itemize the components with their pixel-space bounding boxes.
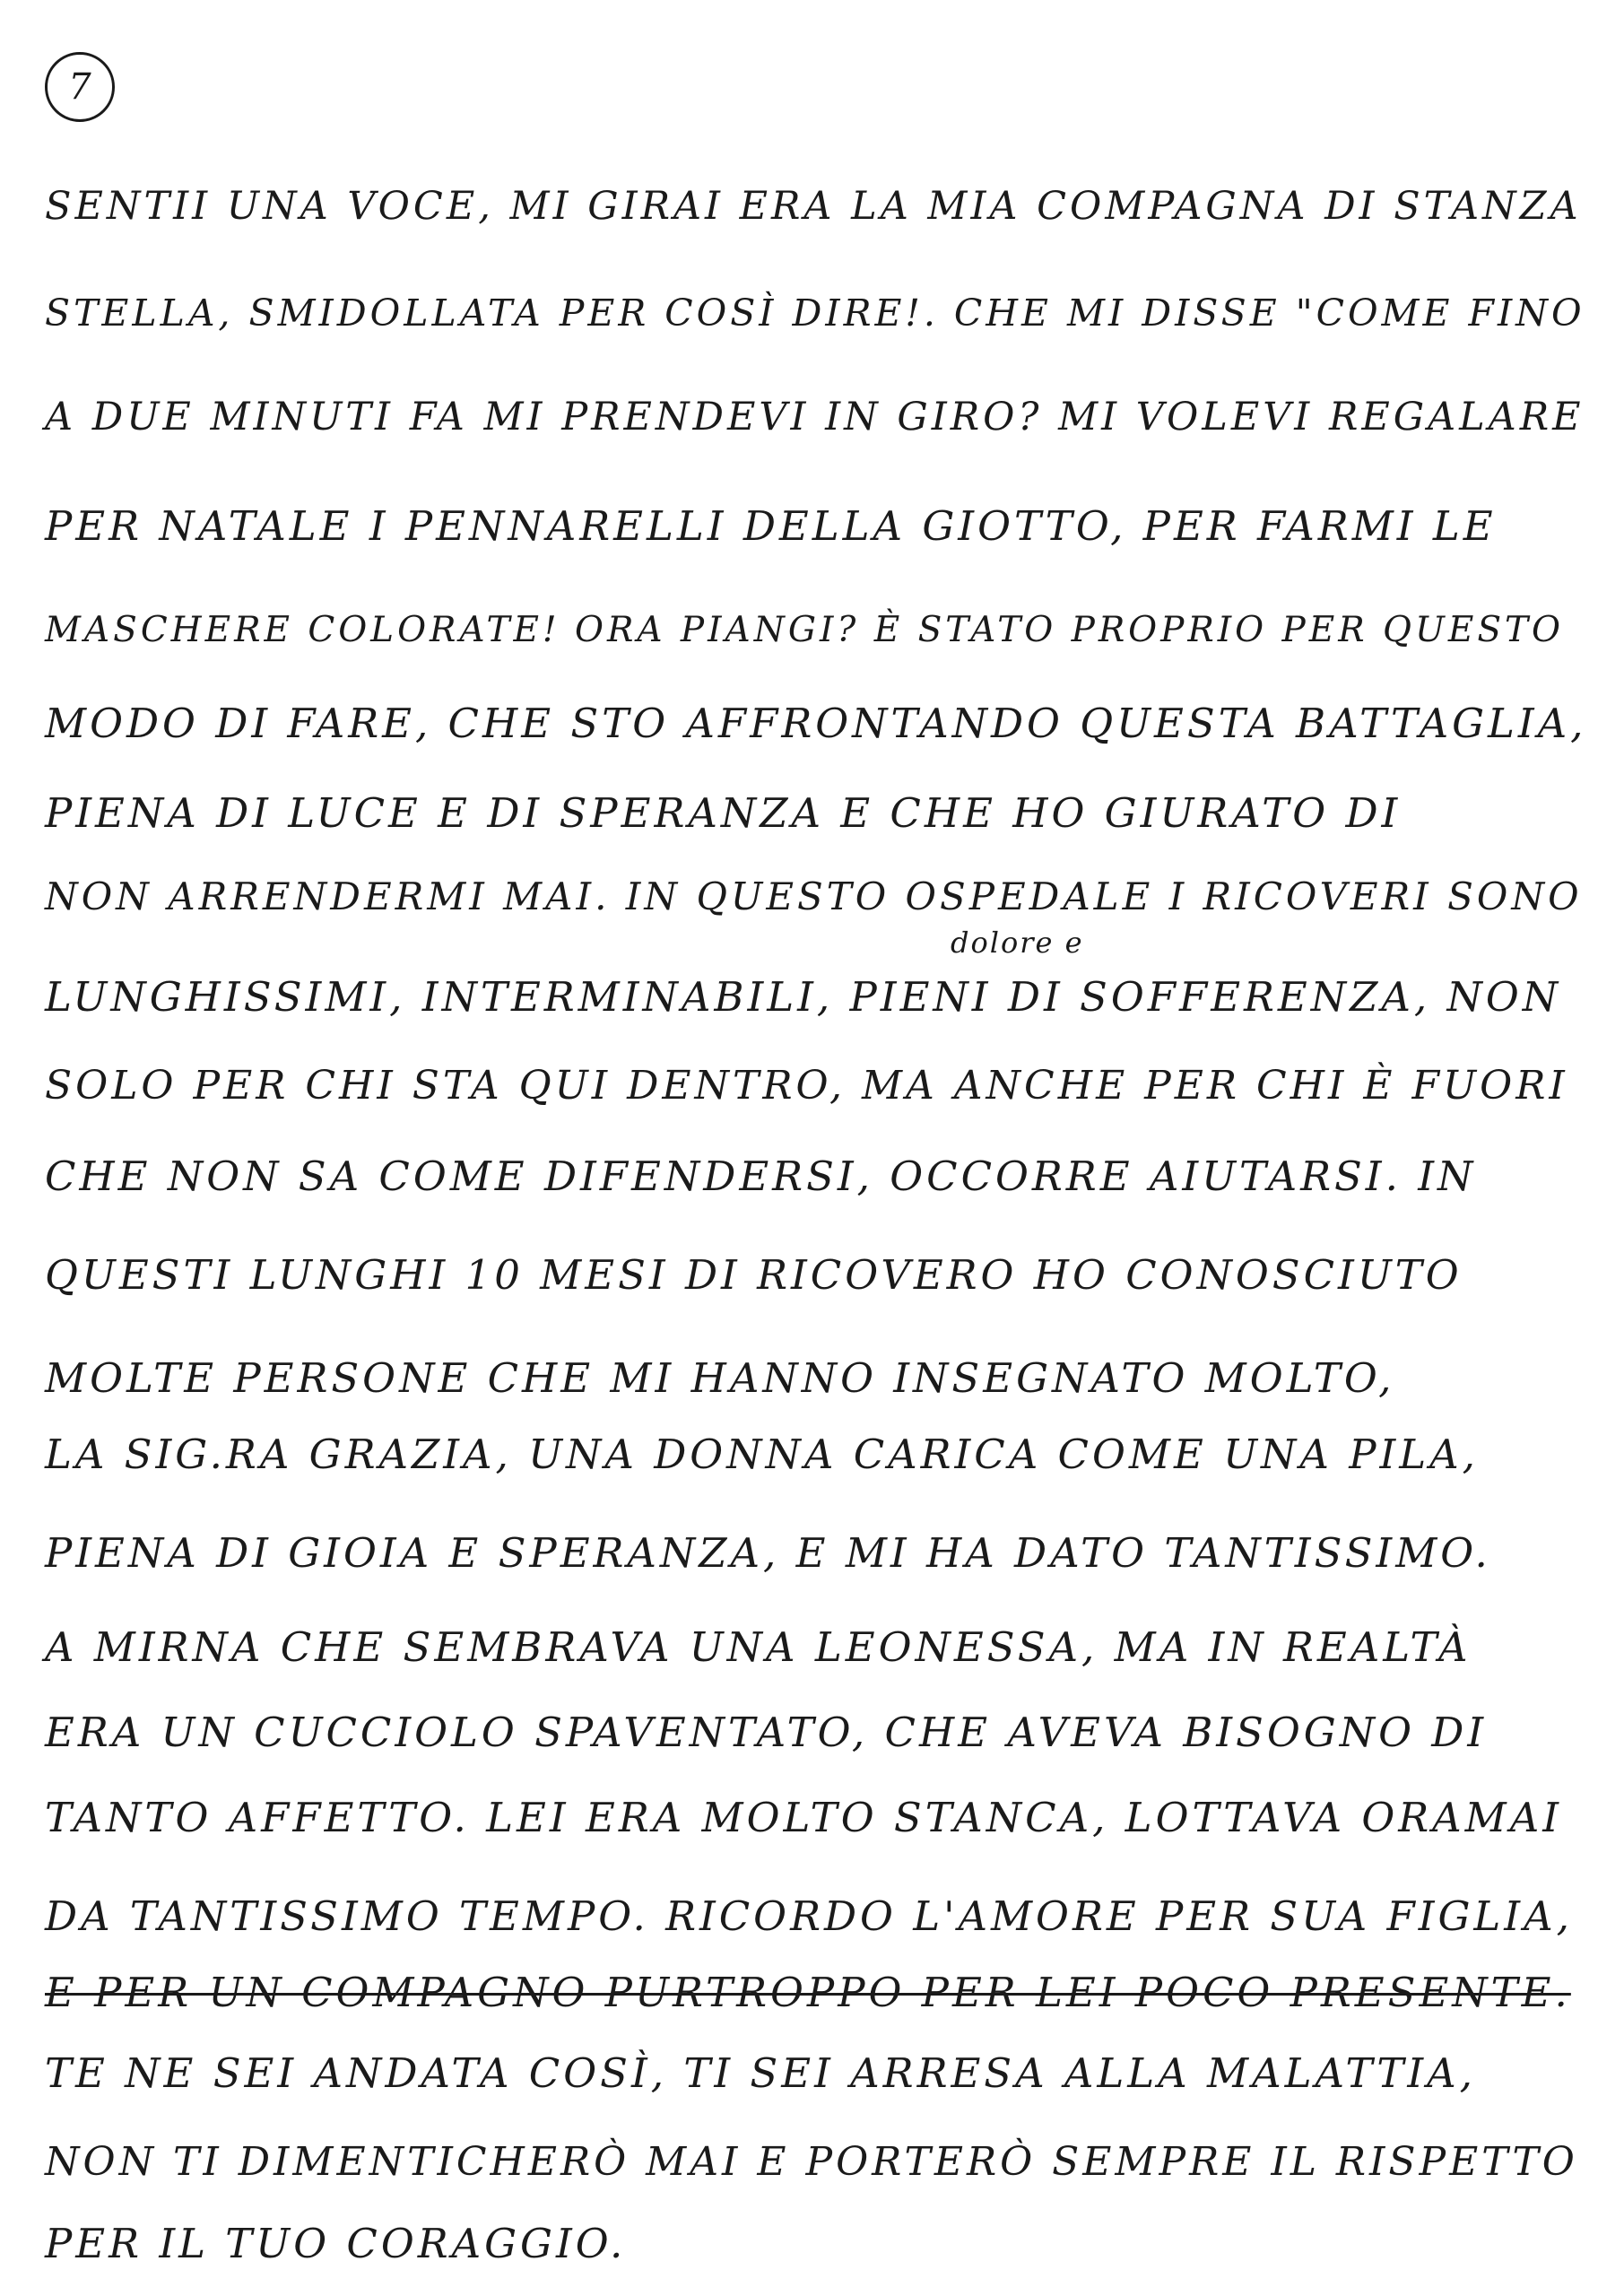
text-line-22: NON TI DIMENTICHERÒ MAI E PORTERÒ SEMPRE IL RISPETTO <box>45 2139 1578 2185</box>
page-number: 7 <box>45 52 115 122</box>
text-line-4: PER NATALE I PENNARELLI DELLA GIOTTO, PER FARMI LE <box>45 502 1497 550</box>
text-line-21: TE NE SEI ANDATA COSÌ, TI SEI ARRESA ALLA MALATTIA, <box>45 2049 1476 2097</box>
text-line-19: DA TANTISSIMO TEMPO. RICORDO L'AMORE PER SUA FIGLIA, <box>45 1892 1573 1940</box>
text-line-11: CHE NON SA COME DIFENDERSI, OCCORRE AIUTARSI. IN <box>45 1152 1477 1200</box>
text-line-6: MODO DI FARE, CHE STO AFFRONTANDO QUESTA BATTAGLIA, <box>45 700 1587 747</box>
text-line-1: SENTII UNA VOCE, MI GIRAI ERA LA MIA COMPAGNA DI STANZA <box>45 184 1582 229</box>
text-line-3: A DUE MINUTI FA MI PRENDEVI IN GIRO? MI VOLEVI REGALARE <box>45 395 1585 439</box>
text-line-9: LUNGHISSIMI, INTERMINABILI, PIENI DI SOFFERENZA, NON <box>45 973 1562 1021</box>
struck-out-line: E PER UN COMPAGNO PURTROPPO PER LEI POCO PRESENTE. <box>45 1969 1571 2016</box>
text-line-14: LA SIG.RA GRAZIA, UNA DONNA CARICA COME UNA PILA, <box>45 1431 1479 1478</box>
text-line-10: SOLO PER CHI STA QUI DENTRO, MA ANCHE PER CHI È FUORI <box>45 1063 1568 1109</box>
text-line-13: MOLTE PERSONE CHE MI HANNO INSEGNATO MOLTO, <box>45 1354 1395 1402</box>
text-line-18: TANTO AFFETTO. LEI ERA MOLTO STANCA, LOTTAVA ORAMAI <box>45 1794 1562 1841</box>
text-line-16: A MIRNA CHE SEMBRAVA UNA LEONESSA, MA IN REALTÀ <box>45 1623 1472 1671</box>
text-line-23: PER IL TUO CORAGGIO. <box>45 2220 627 2267</box>
text-line-12: QUESTI LUNGHI 10 MESI DI RICOVERO HO CONOSCIUTO <box>45 1251 1463 1299</box>
insertion-above-line: dolore e <box>951 926 1084 960</box>
text-line-7: PIENA DI LUCE E DI SPERANZA E CHE HO GIURATO DI <box>45 789 1402 837</box>
text-line-15: PIENA DI GIOIA E SPERANZA, E MI HA DATO TANTISSIMO. <box>45 1529 1491 1577</box>
text-line-5: MASCHERE COLORATE! ORA PIANGI? È STATO PROPRIO PER QUESTO <box>45 610 1565 650</box>
text-line-2: STELLA, SMIDOLLATA PER COSÌ DIRE!. CHE MI DISSE "COME FINO <box>45 291 1585 335</box>
text-line-17: ERA UN CUCCIOLO SPAVENTATO, CHE AVEVA BISOGNO DI <box>45 1709 1488 1756</box>
text-line-8: NON ARRENDERMI MAI. IN QUESTO OSPEDALE I RICOVERI SONO <box>45 874 1583 918</box>
